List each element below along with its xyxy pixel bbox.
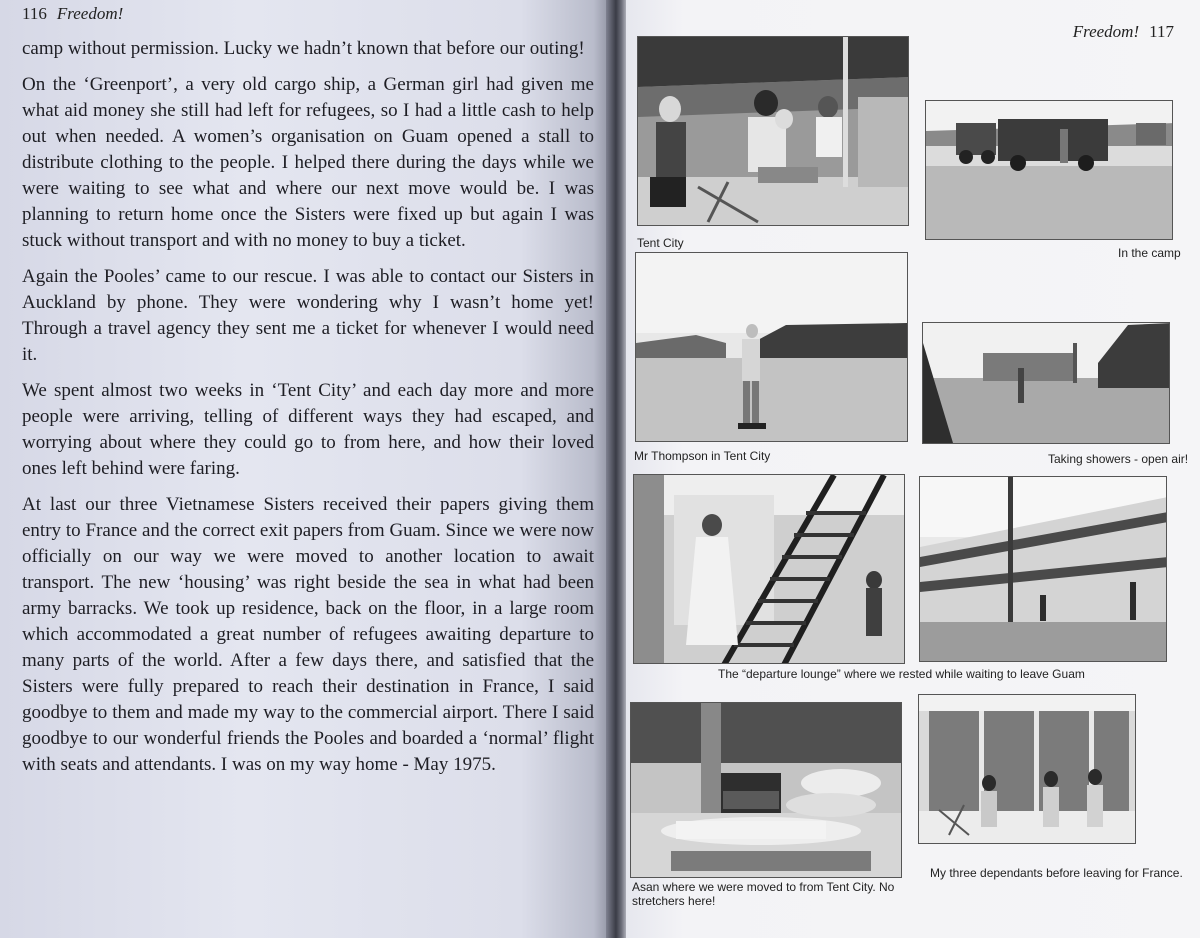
right-running-title: Freedom! xyxy=(1072,22,1140,41)
paragraph-4: We spent almost two weeks in ‘Tent City’ and each day more and more people were arriving, telling of different ways they had escaped, and worrying about where they could go to from here, and how their loved ones left behind were faring. xyxy=(22,380,594,479)
left-page-number: 116 xyxy=(22,4,47,23)
paragraph-1: camp without permission. Lucky we hadn’t known that before our outing! xyxy=(22,38,585,59)
photo-tent-city xyxy=(637,36,909,226)
photo-showers xyxy=(922,322,1170,444)
left-running-head xyxy=(22,4,123,24)
photo-departure-barracks xyxy=(919,476,1167,662)
caption-dependants: My three dependants before leaving for France. xyxy=(930,866,1183,880)
left-running-title: Freedom! xyxy=(56,4,124,23)
photo-departure-stairs xyxy=(633,474,905,664)
photo-dependants xyxy=(918,694,1136,844)
book-gutter xyxy=(606,0,628,938)
body-text xyxy=(22,36,594,788)
photo-in-the-camp xyxy=(925,100,1173,240)
caption-asan: Asan where we were moved to from Tent City. No stretchers here! xyxy=(632,880,895,908)
photo-asan xyxy=(630,702,902,878)
right-running-head xyxy=(1073,22,1174,42)
caption-showers: Taking showers - open air! xyxy=(1048,452,1189,466)
right-page-number: 117 xyxy=(1149,22,1174,41)
caption-tent-city: Tent City xyxy=(637,236,684,250)
paragraph-2: On the ‘Greenport’, a very old cargo ship, a German girl had given me what aid money she still had left for refugees, so I had a little cash to help out when needed. A women’s organisation on Guam opened a stall to distribute clothing to the people. I helped there during the days while we were waiting to see what and where our next move would be. I was planning to return home once the Sisters were fixed up but again I was stuck without transport and with no money to buy a ticket. xyxy=(22,74,594,251)
paragraph-5: At last our three Vietnamese Sisters received their papers giving them entry to France and the correct exit papers from Guam. Since we were now officially on our way we were moved to another location to await transport. The new ‘housing’ was right beside the sea in what had been army barracks. We took up residence, back on the floor, in a large room which accommodated a great number of refugees awaiting departure to many parts of the world. After a few days there, and satisfied that the Sisters were fully prepared to reach their destination in France, I said goodbye to them and made my way to the commercial airport. There I said goodbye to our wonderful friends the Pooles and boarded a ‘normal’ flight with seats and attendants. I was on my way home - May 1975. xyxy=(22,494,594,775)
caption-in-the-camp: In the camp xyxy=(1118,246,1181,260)
caption-mr-thompson: Mr Thompson in Tent City xyxy=(634,449,771,463)
paragraph-3: Again the Pooles’ came to our rescue. I was able to contact our Sisters in Auckland by phone. They were wondering why I wasn’t home yet! Through a travel agency they sent me a ticket for whenever I would need it. xyxy=(22,266,594,365)
photo-mr-thompson xyxy=(635,252,908,442)
caption-departure-lounge: The “departure lounge” where we rested while waiting to leave Guam xyxy=(718,667,1085,681)
